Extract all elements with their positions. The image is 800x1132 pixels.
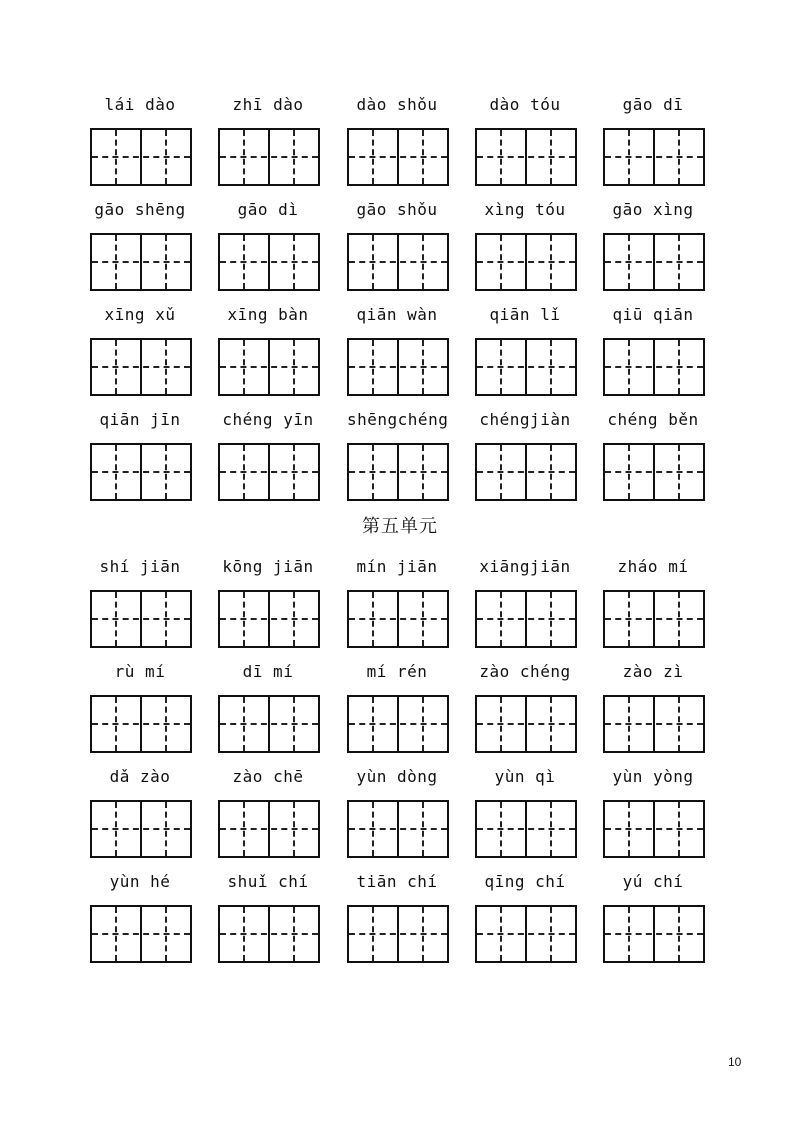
- pinyin-row: [90, 198, 702, 222]
- writing-box-pair[interactable]: [347, 905, 449, 963]
- pinyin-label: zào zì: [622, 662, 684, 681]
- writing-box-row: [90, 800, 702, 856]
- writing-box-pair[interactable]: [218, 128, 320, 186]
- writing-box-pair[interactable]: [603, 590, 705, 648]
- pinyin-label: yùn dòng: [356, 767, 438, 786]
- guide-line-horizontal: [477, 156, 575, 158]
- guide-line-horizontal: [605, 933, 703, 935]
- writing-box-pair[interactable]: [475, 590, 577, 648]
- guide-line-horizontal: [477, 933, 575, 935]
- writing-box-pair[interactable]: [90, 905, 192, 963]
- writing-box-pair[interactable]: [347, 443, 449, 501]
- pinyin-label: mín jiān: [356, 557, 438, 576]
- writing-box-pair[interactable]: [603, 443, 705, 501]
- writing-box-pair[interactable]: [347, 128, 449, 186]
- writing-box-pair[interactable]: [218, 695, 320, 753]
- guide-line-horizontal: [605, 828, 703, 830]
- writing-box-pair[interactable]: [475, 338, 577, 396]
- writing-box-pair[interactable]: [347, 800, 449, 858]
- guide-line-horizontal: [92, 723, 190, 725]
- guide-line-horizontal: [220, 618, 318, 620]
- guide-line-horizontal: [477, 828, 575, 830]
- writing-box-pair[interactable]: [475, 695, 577, 753]
- guide-line-horizontal: [605, 366, 703, 368]
- writing-box-pair[interactable]: [347, 338, 449, 396]
- guide-line-horizontal: [92, 618, 190, 620]
- writing-box-pair[interactable]: [603, 128, 705, 186]
- pinyin-label: qiū qiān: [612, 305, 694, 324]
- pinyin-label: gāo xìng: [612, 200, 694, 219]
- guide-line-horizontal: [349, 618, 447, 620]
- pinyin-label: yú chí: [622, 872, 684, 891]
- pinyin-label: dào shǒu: [356, 95, 438, 114]
- pinyin-label: lái dào: [104, 95, 176, 114]
- writing-box-pair[interactable]: [90, 590, 192, 648]
- pinyin-row: [90, 93, 702, 117]
- guide-line-horizontal: [220, 156, 318, 158]
- pinyin-label: kōng jiān: [222, 557, 314, 576]
- guide-line-horizontal: [220, 828, 318, 830]
- pinyin-label: yùn qì: [494, 767, 556, 786]
- page-number: 10: [728, 1055, 742, 1069]
- pinyin-label: xìng tóu: [484, 200, 566, 219]
- writing-box-pair[interactable]: [218, 338, 320, 396]
- guide-line-horizontal: [349, 933, 447, 935]
- writing-box-pair[interactable]: [347, 695, 449, 753]
- pinyin-row: [90, 408, 702, 432]
- pinyin-label: mí rén: [366, 662, 428, 681]
- guide-line-horizontal: [220, 933, 318, 935]
- writing-box-pair[interactable]: [90, 443, 192, 501]
- pinyin-label: yùn yòng: [612, 767, 694, 786]
- guide-line-horizontal: [349, 366, 447, 368]
- guide-line-horizontal: [92, 366, 190, 368]
- guide-line-horizontal: [477, 366, 575, 368]
- writing-box-row: [90, 695, 702, 751]
- guide-line-horizontal: [477, 471, 575, 473]
- writing-box-pair[interactable]: [90, 800, 192, 858]
- guide-line-horizontal: [92, 261, 190, 263]
- pinyin-label: dǎ zào: [109, 767, 171, 786]
- guide-line-horizontal: [477, 723, 575, 725]
- pinyin-label: gāo dī: [622, 95, 684, 114]
- writing-box-pair[interactable]: [347, 590, 449, 648]
- writing-box-pair[interactable]: [90, 338, 192, 396]
- pinyin-label: xīng xǔ: [104, 305, 176, 324]
- writing-box-pair[interactable]: [218, 590, 320, 648]
- guide-line-horizontal: [220, 471, 318, 473]
- writing-box-pair[interactable]: [603, 338, 705, 396]
- guide-line-horizontal: [477, 261, 575, 263]
- writing-box-row: [90, 233, 702, 289]
- pinyin-label: qiān wàn: [356, 305, 438, 324]
- pinyin-label: chéng běn: [607, 410, 699, 429]
- writing-box-row: [90, 128, 702, 184]
- writing-box-row: [90, 905, 702, 961]
- pinyin-label: gāo dì: [237, 200, 299, 219]
- writing-box-pair[interactable]: [218, 905, 320, 963]
- writing-box-pair[interactable]: [475, 233, 577, 291]
- writing-box-pair[interactable]: [218, 443, 320, 501]
- guide-line-horizontal: [349, 471, 447, 473]
- writing-box-pair[interactable]: [603, 233, 705, 291]
- pinyin-label: qīng chí: [484, 872, 566, 891]
- writing-box-pair[interactable]: [347, 233, 449, 291]
- pinyin-label: chéngjiàn: [479, 410, 571, 429]
- pinyin-row: [90, 555, 702, 579]
- writing-box-pair[interactable]: [603, 695, 705, 753]
- writing-box-pair[interactable]: [475, 128, 577, 186]
- guide-line-horizontal: [220, 723, 318, 725]
- pinyin-label: dī mí: [242, 662, 294, 681]
- writing-box-pair[interactable]: [603, 905, 705, 963]
- writing-box-row: [90, 590, 702, 646]
- guide-line-horizontal: [220, 366, 318, 368]
- guide-line-horizontal: [92, 933, 190, 935]
- pinyin-label: gāo shǒu: [356, 200, 438, 219]
- writing-box-pair[interactable]: [218, 800, 320, 858]
- guide-line-horizontal: [92, 471, 190, 473]
- pinyin-label: rù mí: [114, 662, 166, 681]
- pinyin-label: zào chéng: [479, 662, 571, 681]
- pinyin-label: yùn hé: [109, 872, 171, 891]
- guide-line-horizontal: [92, 828, 190, 830]
- guide-line-horizontal: [605, 156, 703, 158]
- pinyin-row: [90, 303, 702, 327]
- guide-line-horizontal: [220, 261, 318, 263]
- writing-box-pair[interactable]: [475, 905, 577, 963]
- guide-line-horizontal: [605, 261, 703, 263]
- writing-box-pair[interactable]: [90, 233, 192, 291]
- writing-box-pair[interactable]: [218, 233, 320, 291]
- guide-line-horizontal: [349, 828, 447, 830]
- guide-line-horizontal: [605, 618, 703, 620]
- pinyin-label: shēngchéng: [347, 410, 449, 429]
- guide-line-horizontal: [349, 156, 447, 158]
- pinyin-row: [90, 660, 702, 684]
- guide-line-horizontal: [605, 471, 703, 473]
- guide-line-horizontal: [349, 261, 447, 263]
- pinyin-label: qiān lǐ: [489, 305, 561, 324]
- pinyin-label: qiān jīn: [99, 410, 181, 429]
- unit-title: 第五单元: [362, 516, 438, 537]
- guide-line-horizontal: [605, 723, 703, 725]
- pinyin-label: xīng bàn: [227, 305, 309, 324]
- pinyin-label: chéng yīn: [222, 410, 314, 429]
- writing-box-pair[interactable]: [475, 800, 577, 858]
- pinyin-label: zháo mí: [617, 557, 689, 576]
- pinyin-row: [90, 765, 702, 789]
- pinyin-label: gāo shēng: [94, 200, 186, 219]
- pinyin-label: shuǐ chí: [227, 872, 309, 891]
- pinyin-label: tiān chí: [356, 872, 438, 891]
- writing-box-pair[interactable]: [603, 800, 705, 858]
- pinyin-row: [90, 870, 702, 894]
- guide-line-horizontal: [477, 618, 575, 620]
- guide-line-horizontal: [92, 156, 190, 158]
- writing-box-pair[interactable]: [90, 695, 192, 753]
- pinyin-label: shí jiān: [99, 557, 181, 576]
- pinyin-label: dào tóu: [489, 95, 561, 114]
- writing-box-pair[interactable]: [475, 443, 577, 501]
- pinyin-label: zhī dào: [232, 95, 304, 114]
- writing-box-row: [90, 443, 702, 499]
- pinyin-label: zào chē: [232, 767, 304, 786]
- writing-box-row: [90, 338, 702, 394]
- guide-line-horizontal: [349, 723, 447, 725]
- writing-box-pair[interactable]: [90, 128, 192, 186]
- pinyin-label: xiāngjiān: [479, 557, 571, 576]
